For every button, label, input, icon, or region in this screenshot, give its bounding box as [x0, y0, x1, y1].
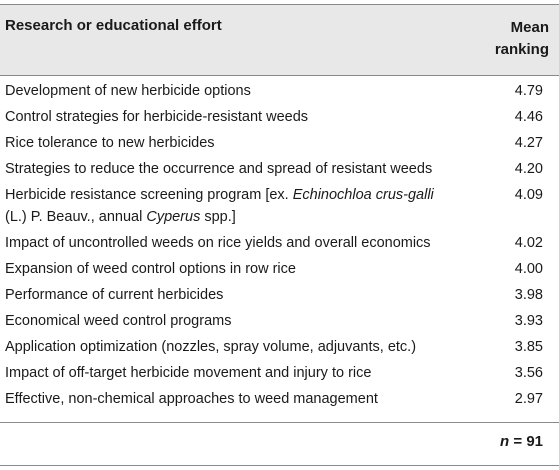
row-label: Control strategies for herbicide-resistant weeds	[5, 109, 309, 125]
header-mean-line2: ranking	[494, 41, 549, 58]
table-row	[0, 308, 559, 334]
row-label: Development of new herbicide options	[5, 83, 251, 99]
table-row	[0, 334, 559, 360]
sample-size-variable: n	[500, 433, 510, 450]
row-value: 3.56	[514, 365, 543, 381]
table-row	[0, 104, 559, 130]
row-value: 4.09	[514, 187, 543, 203]
row-label: Impact of off-target herbicide movement and injury to rice	[5, 365, 372, 381]
table-row	[0, 78, 559, 104]
row-value: 4.20	[514, 161, 543, 177]
row-label	[5, 184, 459, 228]
row-value: 4.27	[514, 135, 543, 151]
row-value: 4.79	[514, 83, 543, 99]
row-label: Economical weed control programs	[5, 313, 232, 329]
row-label-post: spp.]	[200, 209, 236, 225]
row-value: 4.46	[514, 109, 543, 125]
row-label: Strategies to reduce the occurrence and spread of resistant weeds	[5, 161, 433, 177]
row-value: 3.98	[514, 287, 543, 303]
table-body	[0, 78, 559, 412]
table-header	[0, 5, 559, 76]
sample-size-value: = 91	[509, 433, 543, 450]
table-row	[0, 360, 559, 386]
row-label: Effective, non-chemical approaches to weed management	[5, 391, 378, 407]
table-row	[0, 182, 559, 230]
table-row	[0, 386, 559, 412]
table-row	[0, 282, 559, 308]
table-row	[0, 156, 559, 182]
row-value: 4.00	[514, 261, 543, 277]
row-label-mid: (L.) P. Beauv., annual	[5, 209, 147, 225]
table-footer	[0, 422, 559, 466]
row-label-genus: Cyperus	[146, 209, 201, 225]
row-value: 2.97	[514, 391, 543, 407]
row-label: Application optimization (nozzles, spray volume, adjuvants, etc.)	[5, 339, 417, 355]
row-label: Rice tolerance to new herbicides	[5, 135, 215, 151]
row-label: Expansion of weed control options in row rice	[5, 261, 296, 277]
table-row	[0, 230, 559, 256]
row-value: 4.02	[514, 235, 543, 251]
header-mean-ranking	[469, 17, 549, 61]
row-label-species: Echinochloa crus-galli	[292, 187, 434, 203]
table-row	[0, 130, 559, 156]
row-value: 3.93	[514, 313, 543, 329]
row-label-pre: Herbicide resistance screening program [ex.	[5, 187, 293, 203]
sample-size	[500, 433, 543, 450]
header-mean-line1: Mean	[510, 19, 549, 36]
row-label: Impact of uncontrolled weeds on rice yields and overall economics	[5, 235, 431, 251]
header-effort: Research or educational effort	[5, 17, 222, 34]
row-value: 3.85	[514, 339, 543, 355]
table-row	[0, 256, 559, 282]
row-label: Performance of current herbicides	[5, 287, 224, 303]
